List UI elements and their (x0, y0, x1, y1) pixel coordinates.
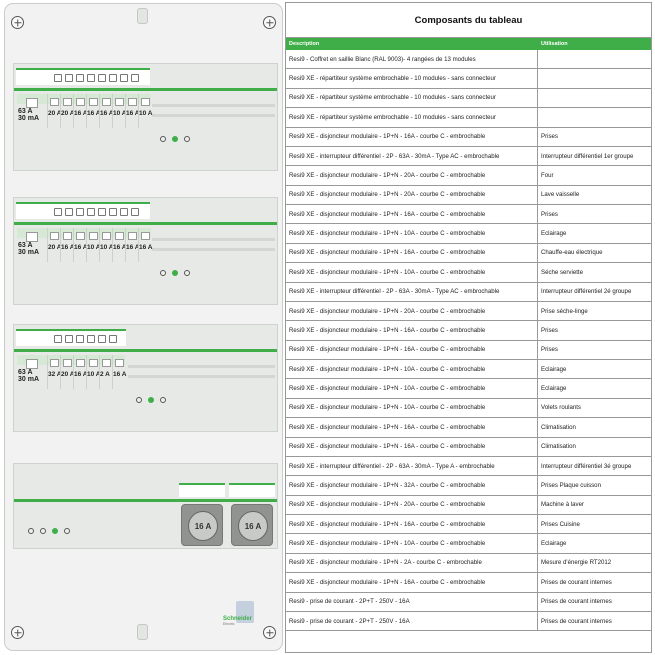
circuit-breaker (112, 355, 125, 389)
breaker-rating: 16 A (126, 110, 140, 117)
circuit-breaker (73, 94, 86, 128)
row-description: Resi9 XE - disjoncteur modulaire - 1P+N - 10A - courbe C - embrochable (286, 399, 538, 417)
screw-icon (263, 16, 276, 29)
breaker-rating: 16 A (113, 371, 127, 378)
breaker-rating: 16 A (139, 244, 153, 251)
row-description: Resi9 XE - disjoncteur modulaire - 1P+N - 16A - courbe C - embrochable (286, 205, 538, 223)
row-usage: Prise séche-linge (541, 307, 588, 315)
column-header-usage: Utilisation (541, 41, 568, 47)
row-usage: Prises (541, 346, 558, 354)
row-description: Resi9 XE - disjoncteur modulaire - 1P+N - 20A - courbe C - embrochable (286, 496, 538, 514)
breaker-rating: 10 A (139, 110, 153, 117)
circuit-icon (98, 74, 106, 82)
row-description: Resi9 - prise de courant - 2P+T - 250V - 16A (286, 593, 538, 611)
table-row (286, 554, 651, 573)
table-row (286, 128, 651, 147)
table-row (286, 438, 651, 457)
socket-row (13, 463, 278, 549)
circuit-icon (131, 208, 139, 216)
row-description: Resi9 - prise de courant - 2P+T - 250V - 16A (286, 612, 538, 630)
table-row (286, 341, 651, 360)
row-description: Resi9 XE - interrupteur différentiel - 2P - 63A - 30mA - Type A - embrochable (286, 457, 538, 475)
circuit-icon (98, 208, 106, 216)
row-description: Resi9 XE - disjoncteur modulaire - 1P+N - 32A - courbe C - embrochable (286, 476, 538, 494)
circuit-breaker (60, 228, 73, 262)
circuit-icon (109, 74, 117, 82)
circuit-icon (120, 208, 128, 216)
table-title: Composants du tableau (286, 3, 651, 38)
row-usage: Interrupteur différentiel 2é groupe (541, 288, 632, 296)
rcd-rating: 63 A 30 mA (18, 108, 40, 122)
circuit-breaker (73, 355, 86, 389)
breaker-rating: 16 A (74, 244, 88, 251)
row-usage (538, 89, 651, 107)
circuit-icon (131, 74, 139, 82)
circuit-breaker (138, 228, 151, 262)
circuit-icon (98, 335, 106, 343)
screw-icon (263, 626, 276, 639)
table-row (286, 379, 651, 398)
rcd-switch (17, 94, 47, 128)
circuit-breaker (47, 94, 60, 128)
circuit-icon (65, 335, 73, 343)
row-description: Resi9 XE - disjoncteur modulaire - 1P+N - 10A - courbe C - embrochable (286, 263, 538, 281)
table-row (286, 69, 651, 88)
brand-logo: Schneider Electric (223, 616, 253, 626)
circuit-breaker (47, 355, 60, 389)
socket-label (229, 483, 275, 497)
row-description: Resi9 XE - disjoncteur modulaire - 1P+N - 20A - courbe C - embrochable (286, 186, 538, 204)
row-description: Resi9 XE - disjoncteur modulaire - 1P+N - 16A - courbe C - embrochable (286, 418, 538, 436)
row-description: Resi9 XE - disjoncteur modulaire - 1P+N - 10A - courbe C - embrochable (286, 534, 538, 552)
table-row (286, 418, 651, 437)
table-row (286, 186, 651, 205)
table-row (286, 321, 651, 340)
row-usage: Volets roulants (541, 404, 581, 412)
breaker-rating: 16 A (74, 371, 88, 378)
table-row (286, 496, 651, 515)
table-row (286, 224, 651, 243)
table-row (286, 50, 651, 69)
circuit-icon (76, 335, 84, 343)
row-usage: Eclairage (541, 385, 567, 393)
socket-label (179, 483, 225, 497)
row-description: Resi9 XE - disjoncteur modulaire - 1P+N - 10A - courbe C - embrochable (286, 379, 538, 397)
breaker-row (13, 197, 278, 305)
row-usage (538, 50, 651, 68)
table-row (286, 302, 651, 321)
breaker-rating: 10 A (100, 244, 114, 251)
circuit-breaker (86, 228, 99, 262)
rcd-switch (17, 228, 47, 262)
circuit-icon (54, 74, 62, 82)
circuit-breaker (138, 94, 151, 128)
row-usage: Interrupteur différentiel 1er groupe (541, 152, 634, 160)
breaker-rating: 16 A (74, 110, 88, 117)
circuit-icon (76, 74, 84, 82)
table-row (286, 244, 651, 263)
breaker-rating: 16 A (126, 244, 140, 251)
circuit-breaker (99, 355, 112, 389)
breaker-rating: 16 A (113, 244, 127, 251)
circuit-icon (120, 74, 128, 82)
circuit-breaker (125, 94, 138, 128)
components-table (285, 2, 652, 653)
circuit-breaker (86, 355, 99, 389)
table-row (286, 205, 651, 224)
rcd-rating: 63 A 30 mA (18, 369, 40, 383)
row-description: Resi9 XE - disjoncteur modulaire - 1P+N - 16A - courbe C - embrochable (286, 438, 538, 456)
table-row (286, 573, 651, 592)
row-usage: Prises (541, 133, 558, 141)
circuit-breaker (73, 228, 86, 262)
screw-icon (11, 16, 24, 29)
row-usage: Prises (541, 210, 558, 218)
circuit-breaker (60, 355, 73, 389)
breaker-rating: 10 A (113, 110, 127, 117)
breaker-rating: 16 A (61, 244, 75, 251)
row-usage (538, 69, 651, 87)
breaker-rating: 10 A (87, 371, 101, 378)
row-usage: Four (541, 171, 554, 179)
table-row (286, 457, 651, 476)
table-header (286, 38, 651, 50)
row-usage: Lave vaisselle (541, 191, 580, 199)
breaker-rating: 16 A (100, 110, 114, 117)
row-usage: Climatisation (541, 443, 576, 451)
row-usage: Prises de courant internes (541, 617, 612, 625)
label-strip (16, 68, 150, 85)
table-row (286, 515, 651, 534)
circuit-icon (87, 208, 95, 216)
breaker-row (13, 324, 278, 432)
row-description: Resi9 XE - disjoncteur modulaire - 1P+N - 16A - courbe C - embrochable (286, 515, 538, 533)
power-socket (231, 504, 273, 546)
table-row (286, 89, 651, 108)
row-usage (538, 108, 651, 126)
row-description: Resi9 XE - interrupteur différentiel - 2P - 63A - 30mA - Type AC - embrochable (286, 283, 538, 301)
row-description: Resi9 XE - disjoncteur modulaire - 1P+N - 10A - courbe C - embrochable (286, 224, 538, 242)
table-row (286, 166, 651, 185)
row-description: Resi9 - Coffret en saillie Blanc (RAL 9003)- 4 rangées de 13 modules (286, 50, 538, 68)
breaker-rating: 20 A (61, 110, 75, 117)
row-usage: Chauffe-eau électrique (541, 249, 603, 257)
circuit-icon (54, 335, 62, 343)
rcd-switch (17, 355, 47, 389)
row-usage: Prises de courant internes (541, 578, 612, 586)
circuit-breaker (47, 228, 60, 262)
row-description: Resi9 XE - disjoncteur modulaire - 1P+N - 16A - courbe C - embrochable (286, 128, 538, 146)
circuit-icon (87, 74, 95, 82)
row-description: Resi9 XE - disjoncteur modulaire - 1P+N - 20A - courbe C - embrochable (286, 302, 538, 320)
row-description: Resi9 XE - disjoncteur modulaire - 1P+N - 2A - courbe C - embrochable (286, 554, 538, 572)
row-description: Resi9 XE - répartiteur système embrochable - 10 modules - sans connecteur (286, 69, 538, 87)
circuit-icon (65, 74, 73, 82)
circuit-icon (87, 335, 95, 343)
breaker-rating: 32 A (48, 371, 62, 378)
row-usage: Eclairage (541, 230, 567, 238)
socket-rating: 16 A (188, 511, 218, 541)
label-strip (16, 202, 150, 219)
table-row (286, 612, 651, 631)
row-usage: Eclairage (541, 365, 567, 373)
hinge-tab (137, 624, 148, 640)
circuit-breaker (99, 228, 112, 262)
row-usage: Interrupteur différentiel 3é groupe (541, 462, 632, 470)
row-usage: Eclairage (541, 540, 567, 548)
row-usage: Séche serviette (541, 268, 584, 276)
row-description: Resi9 XE - interrupteur différentiel - 2P - 63A - 30mA - Type AC - embrochable (286, 147, 538, 165)
row-description: Resi9 XE - disjoncteur modulaire - 1P+N - 16A - courbe C - embrochable (286, 244, 538, 262)
screw-icon (11, 626, 24, 639)
socket-rating: 16 A (238, 511, 268, 541)
circuit-icon (65, 208, 73, 216)
table-row (286, 476, 651, 495)
breaker-rating: 2 A (100, 371, 110, 378)
row-description: Resi9 XE - disjoncteur modulaire - 1P+N - 16A - courbe C - embrochable (286, 573, 538, 591)
row-usage: Prises Plaque cuisson (541, 481, 601, 489)
circuit-breaker (86, 94, 99, 128)
rcd-rating: 63 A 30 mA (18, 242, 40, 256)
breaker-rating: 20 A (48, 244, 62, 251)
label-strip (16, 329, 126, 346)
breaker-rating: 20 A (48, 110, 62, 117)
breaker-rating: 16 A (87, 110, 101, 117)
table-row (286, 108, 651, 127)
row-usage: Climatisation (541, 423, 576, 431)
table-row (286, 534, 651, 553)
circuit-icon (76, 208, 84, 216)
hinge-tab (137, 8, 148, 24)
row-usage: Prises de courant internes (541, 598, 612, 606)
row-usage: Prises Cuisine (541, 520, 580, 528)
row-description: Resi9 XE - disjoncteur modulaire - 1P+N - 16A - courbe C - embrochable (286, 341, 538, 359)
breaker-row (13, 63, 278, 171)
table-row (286, 147, 651, 166)
table-row (286, 360, 651, 379)
table-row (286, 593, 651, 612)
breaker-rating: 20 A (61, 371, 75, 378)
circuit-icon (109, 208, 117, 216)
circuit-icon (54, 208, 62, 216)
power-socket (181, 504, 223, 546)
row-description: Resi9 XE - répartiteur système embrochable - 10 modules - sans connecteur (286, 108, 538, 126)
row-description: Resi9 XE - disjoncteur modulaire - 1P+N - 16A - courbe C - embrochable (286, 321, 538, 339)
row-description: Resi9 XE - répartiteur système embrochable - 10 modules - sans connecteur (286, 89, 538, 107)
table-row (286, 263, 651, 282)
circuit-breaker (112, 228, 125, 262)
row-description: Resi9 XE - disjoncteur modulaire - 1P+N - 10A - courbe C - embrochable (286, 360, 538, 378)
table-row (286, 283, 651, 302)
row-usage: Machine à laver (541, 501, 585, 509)
row-description: Resi9 XE - disjoncteur modulaire - 1P+N - 20A - courbe C - embrochable (286, 166, 538, 184)
table-row (286, 399, 651, 418)
circuit-breaker (99, 94, 112, 128)
circuit-breaker (112, 94, 125, 128)
electrical-panel (4, 3, 283, 651)
circuit-icon (109, 335, 117, 343)
circuit-breaker (125, 228, 138, 262)
row-usage: Mesure d'énergie RT2012 (541, 559, 612, 567)
circuit-breaker (60, 94, 73, 128)
breaker-rating: 10 A (87, 244, 101, 251)
row-usage: Prises (541, 326, 558, 334)
column-header-description: Description (289, 41, 320, 47)
